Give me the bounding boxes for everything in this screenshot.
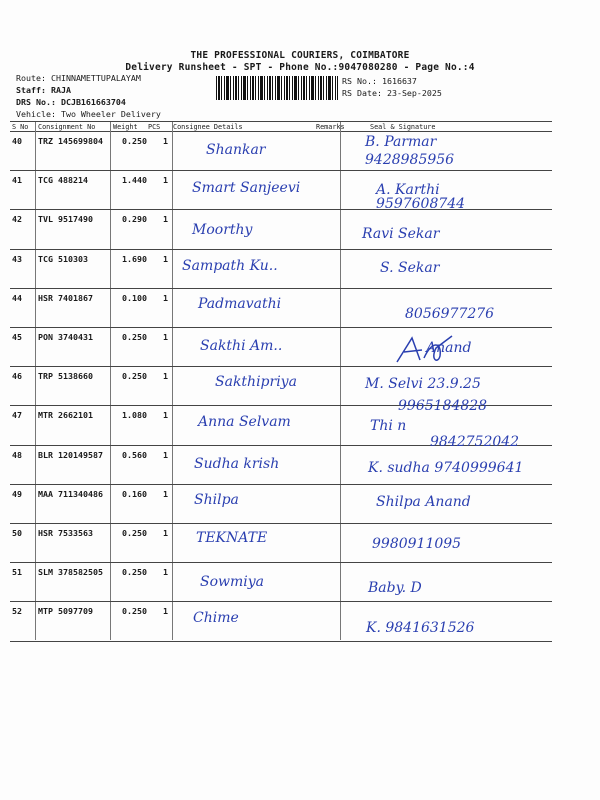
signature-handwritten: K. sudha 9740999641	[368, 460, 524, 476]
signature-phone-handwritten: 9597608744	[376, 196, 466, 212]
col-remarks: Remarks	[316, 123, 345, 131]
staff-label: Staff: RAJA	[16, 85, 71, 95]
serial-number: 46	[12, 371, 22, 382]
consignee-name-handwritten: Shilpa	[194, 492, 239, 508]
consignment-number: HSR 7401867	[38, 292, 93, 303]
serial-number: 45	[12, 332, 22, 342]
consignee-name-handwritten: Sudha krish	[194, 456, 280, 472]
signature-handwritten: Thi n	[370, 418, 407, 434]
signature-handwritten: 9980911095	[372, 536, 462, 552]
weight-value: 0.100	[122, 292, 147, 303]
table-row	[10, 250, 552, 289]
signature-scribble	[392, 330, 462, 370]
weight-value: 0.250	[122, 136, 147, 146]
serial-number: 52	[12, 606, 22, 617]
weight-value: 0.160	[122, 488, 147, 499]
consignee-name-handwritten: Smart Sanjeevi	[192, 180, 301, 196]
consignment-number: TCG 510303	[38, 253, 88, 264]
signature-handwritten: Shilpa Anand	[376, 494, 471, 510]
consignee-name-handwritten: Shankar	[206, 142, 266, 158]
weight-value: 0.250	[122, 528, 147, 538]
serial-number: 49	[12, 488, 22, 499]
vehicle-label: Vehicle: Two Wheeler Delivery	[16, 109, 161, 119]
consignment-number: MAA 711340486	[38, 488, 103, 499]
pieces-count: 1	[163, 488, 168, 499]
serial-number: 51	[12, 567, 22, 578]
weight-value: 0.290	[122, 214, 147, 225]
pieces-count: 1	[163, 410, 168, 421]
signature-handwritten: Anand	[426, 340, 472, 356]
signature-handwritten: 8056977276	[405, 306, 495, 322]
barcode	[216, 76, 338, 100]
serial-number: 41	[12, 175, 22, 186]
rs-number: RS No.: 1616637	[342, 76, 417, 86]
serial-number: 43	[12, 253, 22, 264]
consignment-number: TRP 5138660	[38, 371, 93, 382]
consignment-number: MTP 5097709	[38, 606, 93, 617]
signature-handwritten: Ravi Sekar	[362, 226, 440, 242]
col-seal: Seal & Signature	[370, 123, 436, 131]
consignment-number: TRZ 145699804	[38, 136, 103, 146]
serial-number: 40	[12, 136, 22, 146]
weight-value: 1.440	[122, 175, 147, 186]
signature-handwritten: B. Parmar	[365, 134, 437, 150]
consignee-name-handwritten: Chime	[193, 610, 239, 626]
consignment-number: MTR 2662101	[38, 410, 93, 421]
signature-handwritten: M. Selvi 23.9.25	[365, 376, 481, 392]
signature-handwritten: A. Karthi	[376, 182, 440, 198]
weight-value: 0.250	[122, 606, 147, 617]
consignment-number: TVL 9517490	[38, 214, 93, 225]
signature-handwritten: S. Sekar	[380, 260, 440, 276]
row-divider	[10, 641, 552, 642]
consignee-name-handwritten: TEKNATE	[196, 530, 268, 546]
consignee-name-handwritten: Sakthipriya	[215, 374, 297, 390]
signature-phone-handwritten: 9842752042	[430, 434, 520, 450]
col-pcs: PCS	[148, 123, 161, 131]
consignment-number: HSR 7533563	[38, 528, 93, 538]
signature-phone-handwritten: 9428985956	[365, 152, 455, 168]
pieces-count: 1	[163, 332, 168, 342]
pieces-count: 1	[163, 175, 168, 186]
col-weight: Weight	[113, 123, 138, 131]
company-title: THE PROFESSIONAL COURIERS, COIMBATORE	[190, 50, 410, 61]
signature-handwritten: K. 9841631526	[366, 620, 475, 636]
rs-date: RS Date: 23-Sep-2025	[342, 88, 442, 98]
consignee-name-handwritten: Sampath Ku..	[182, 258, 278, 274]
weight-value: 0.560	[122, 449, 147, 460]
col-sno: S No	[12, 123, 29, 131]
consignee-name-handwritten: Moorthy	[192, 222, 253, 238]
table-row	[10, 132, 552, 171]
col-consignee: Consignee Details	[173, 123, 243, 131]
consignee-name-handwritten: Sakthi Am..	[200, 338, 283, 354]
serial-number: 42	[12, 214, 22, 225]
table-row	[10, 563, 552, 602]
drs-label: DRS No.: DCJB161663704	[16, 97, 126, 107]
consignee-name-handwritten: Padmavathi	[198, 296, 282, 312]
runsheet-title: Delivery Runsheet - SPT - Phone No.:9047080280 - Page No.:4	[125, 62, 475, 73]
pieces-count: 1	[163, 449, 168, 460]
pieces-count: 1	[163, 528, 168, 538]
table-row	[10, 210, 552, 249]
route-label: Route: CHINNAMETTUPALAYAM	[16, 73, 141, 83]
weight-value: 0.250	[122, 332, 147, 342]
consignment-number: SLM 378582505	[38, 567, 103, 578]
pieces-count: 1	[163, 253, 168, 264]
col-consignment: Consignment No	[38, 123, 96, 131]
pieces-count: 1	[163, 567, 168, 578]
consignment-number: PON 3740431	[38, 332, 93, 342]
serial-number: 47	[12, 410, 22, 421]
pieces-count: 1	[163, 214, 168, 225]
signature-phone-handwritten: 9965184828	[398, 398, 488, 414]
weight-value: 1.690	[122, 253, 147, 264]
consignee-name-handwritten: Sowmiya	[200, 574, 265, 590]
pieces-count: 1	[163, 136, 168, 146]
signature-handwritten: Baby. D	[368, 580, 422, 596]
weight-value: 0.250	[122, 371, 147, 382]
consignee-name-handwritten: Anna Selvam	[198, 414, 291, 430]
table-top-border	[10, 121, 552, 122]
table-row	[10, 524, 552, 563]
consignment-number: BLR 120149587	[38, 449, 103, 460]
pieces-count: 1	[163, 292, 168, 303]
serial-number: 50	[12, 528, 22, 538]
serial-number: 48	[12, 449, 22, 460]
pieces-count: 1	[163, 371, 168, 382]
weight-value: 1.080	[122, 410, 147, 421]
serial-number: 44	[12, 292, 22, 303]
pieces-count: 1	[163, 606, 168, 617]
consignment-number: TCG 488214	[38, 175, 88, 186]
weight-value: 0.250	[122, 567, 147, 578]
